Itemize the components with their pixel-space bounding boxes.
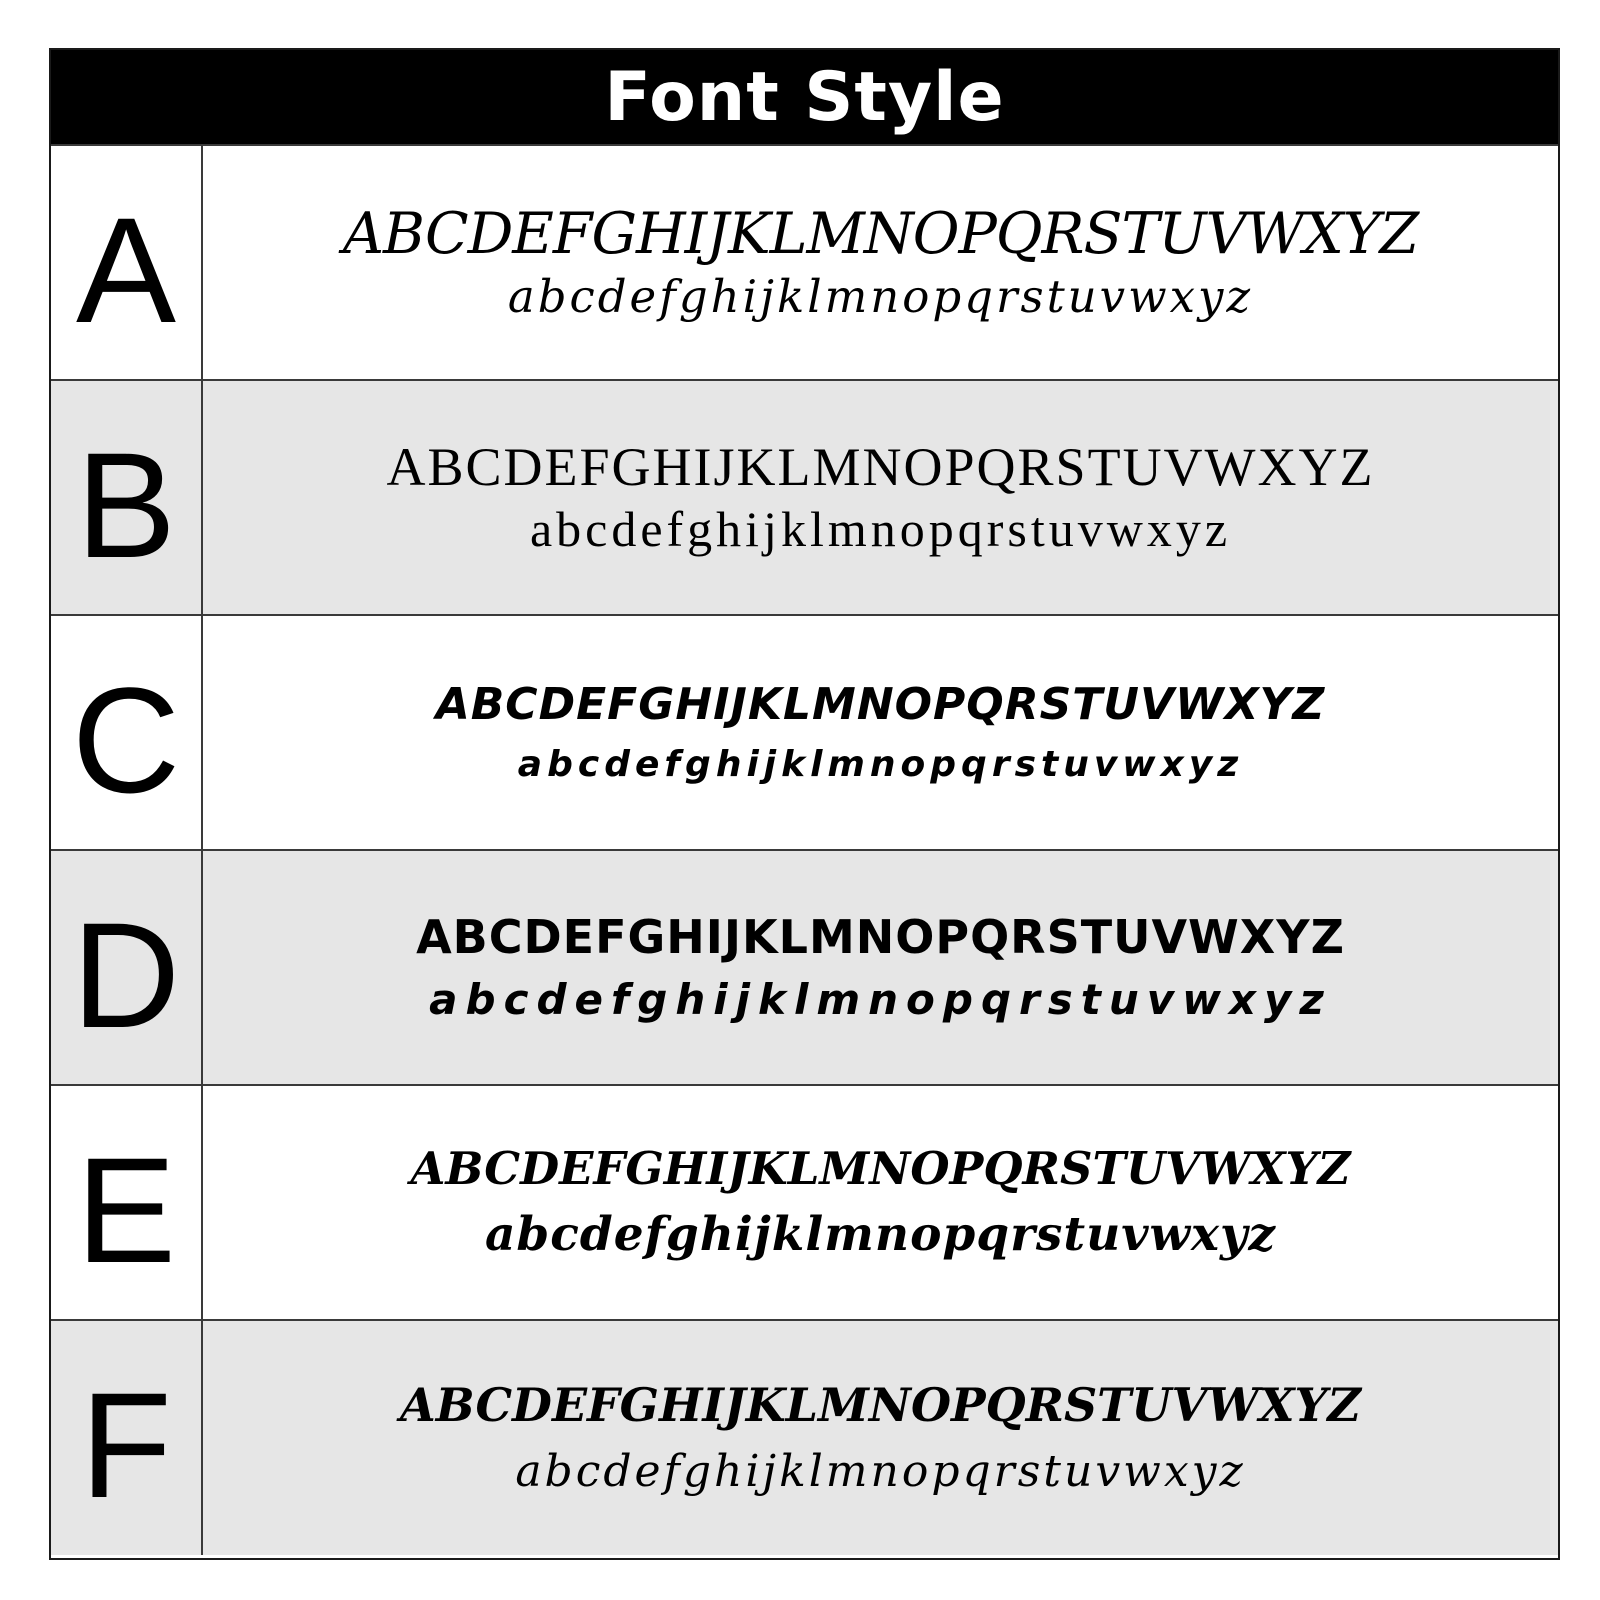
uppercase-alphabet: ABCDEFGHIJKLMNOPQRSTUVWXYZ [416, 910, 1345, 965]
uppercase-alphabet: ABCDEFGHIJKLMNOPQRSTUVWXYZ [410, 1141, 1351, 1195]
font-row-label: D [51, 851, 203, 1084]
lowercase-alphabet: abcdefghijklmnopqrstuvwxyz [429, 974, 1332, 1024]
font-row-e [51, 1084, 1558, 1319]
lowercase-alphabet: abcdefghijklmnopqrstuvwxyz [529, 500, 1232, 557]
font-row-f [51, 1319, 1558, 1555]
font-row-d [51, 849, 1558, 1084]
font-sample [203, 381, 1558, 614]
font-sample [203, 616, 1558, 849]
font-sample [203, 1086, 1558, 1319]
uppercase-alphabet: ABCDEFGHIJKLMNOPQRSTUVWXYZ [386, 437, 1375, 498]
lowercase-alphabet: abcdefghijklmnopqrstuvwxyz [484, 1207, 1277, 1263]
page-title: Font Style [51, 50, 1558, 144]
lowercase-alphabet: abcdefghijklmnopqrstuvwxyz [507, 270, 1254, 324]
lowercase-alphabet: abcdefghijklmnopqrstuvwxyz [517, 743, 1244, 785]
font-sample [203, 851, 1558, 1084]
font-sample [203, 146, 1558, 379]
lowercase-alphabet: abcdefghijklmnopqrstuvwxyz [515, 1446, 1246, 1498]
uppercase-alphabet: ABCDEFGHIJKLMNOPQRSTUVWXYZ [400, 1377, 1361, 1432]
font-row-label: A [51, 146, 203, 379]
font-row-b [51, 379, 1558, 614]
font-style-chart [49, 48, 1560, 1560]
font-row-label: C [51, 616, 203, 849]
font-row-c [51, 614, 1558, 849]
font-sample [203, 1321, 1558, 1555]
uppercase-alphabet: ABCDEFGHIJKLMNOPQRSTUVWXYZ [342, 201, 1419, 268]
font-row-label: B [51, 381, 203, 614]
font-row-a [51, 144, 1558, 379]
font-row-label: F [51, 1321, 203, 1555]
font-row-label: E [51, 1086, 203, 1319]
uppercase-alphabet: ABCDEFGHIJKLMNOPQRSTUVWXYZ [435, 678, 1326, 730]
